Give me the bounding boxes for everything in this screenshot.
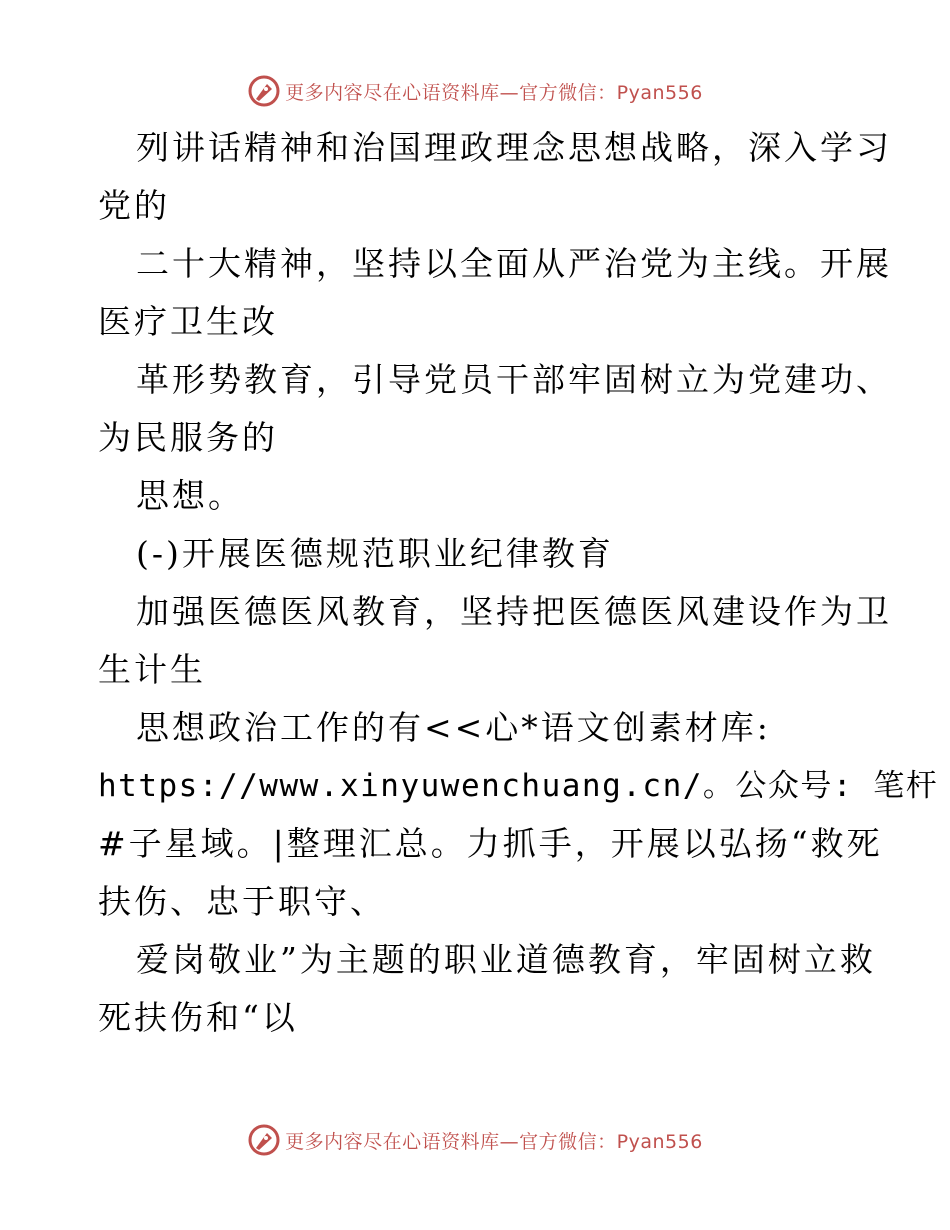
banner-text: 更多内容尽在心语资料库—官方微信：Pyan556 (285, 1130, 703, 1153)
text-line: 列讲话精神和治国理政理念思想战略，深入学习 (136, 128, 892, 167)
text-line: 爱岗敬业”为主题的职业道德教育，牢固树立救 (136, 940, 876, 979)
text-line: 为民服务的 (98, 418, 278, 457)
header-watermark (0, 71, 950, 111)
banner-text: 更多内容尽在心语资料库—官方微信：Pyan556 (285, 81, 703, 104)
footer-watermark (0, 1120, 950, 1160)
pen-nib-icon (247, 1123, 281, 1157)
text-line: #子星域。|整理汇总。力抓手，开展以弘扬“救死 (98, 824, 883, 863)
text-line-url: https://www.xinyuwenchuang.cn/。公众号: 笔杆 (98, 768, 939, 804)
text-line: 扶伤、忠于职守、 (98, 882, 386, 921)
pen-nib-icon (247, 74, 281, 108)
text-line: 加强医德医风教育，坚持把医德医风建设作为卫 (136, 592, 892, 631)
text-line: 死扶伤和“以 (98, 998, 298, 1037)
text-line: 医疗卫生改 (98, 302, 278, 341)
section-heading: (-)开展医德规范职业纪律教育 (136, 534, 614, 573)
text-line: 思想政治工作的有<<心*语文创素材库: (136, 708, 771, 747)
text-line: 生计生 (98, 650, 206, 689)
text-line: 革形势教育，引导党员干部牢固树立为党建功、 (136, 360, 892, 399)
text-line: 二十大精神，坚持以全面从严治党为主线。开展 (136, 244, 892, 283)
text-line: 党的 (98, 186, 170, 225)
text-line: 思想。 (136, 476, 244, 515)
